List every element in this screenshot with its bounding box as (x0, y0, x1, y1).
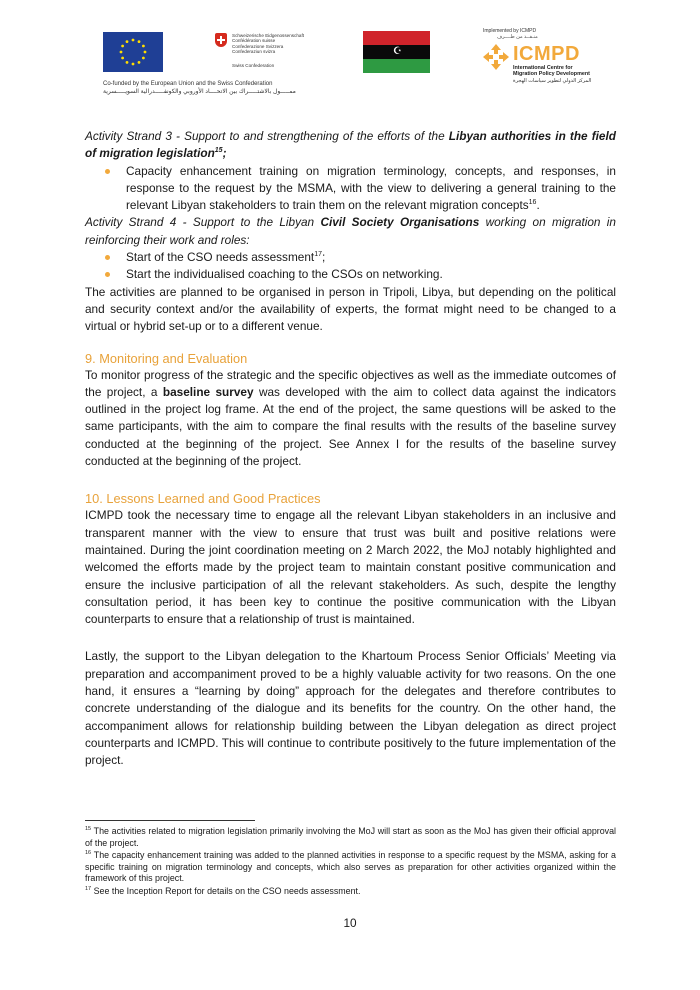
swiss-confederation-label: Swiss Confederation (232, 63, 275, 68)
crescent-star-icon: ☪ (393, 45, 402, 57)
icmpd-full-line: International Centre for (513, 65, 573, 71)
section-10-paragraph-2: Lastly, the support to the Libyan delegation to the Khartoum Process Senior Officials’ Meeting via preparation and accompaniment proved to be a highly valuable activity for two reasons. On the one hand, it ensures a “learning by doing” approach for the delegates and therefore contributes to concrete understanding of the dialogue and its benefits for the country. On the other hand, the accompaniment allows for relationship building between the Libyan delegation as direct project counterparts and ICMPD. This will continue to contribute positively to the future implementation of the project. (85, 649, 616, 768)
section-9-paragraph (85, 367, 616, 471)
icmpd-logo (483, 28, 623, 84)
swiss-names (232, 33, 304, 54)
footnote-ref-17[interactable]: 17 (314, 251, 322, 259)
implemented-by-label: Implemented by ICMPD (483, 28, 537, 34)
strand3-list (85, 163, 616, 215)
footnote-text: The activities related to migration legislation primarily involving the MoJ will start as soon as the MoJ has given their official approval of the project. (85, 826, 616, 848)
footnote-number: 17 (85, 885, 92, 892)
icmpd-arrows-icon (483, 44, 509, 75)
footnote-16 (85, 850, 616, 885)
swiss-cross-icon (215, 33, 227, 47)
cofunded-arabic: ممـــــول بالاشتـــــراك بين الاتحــــاد الأوروبي والكونفـــــدرالية السويـــــسرية (103, 89, 296, 95)
strand4-bullet-tail: ; (321, 250, 326, 265)
strand3-lead: Activity Strand 3 - Support to and strengthening of the efforts of the (85, 129, 449, 143)
strand4-lead: Activity Strand 4 - Support to the Libyan (85, 215, 321, 230)
list-item (85, 163, 616, 215)
strand4-list (85, 249, 616, 284)
cofunded-english: Co-funded by the European Union and the Swiss Confederation (103, 81, 273, 87)
icmpd-wordmark: ICMPD (513, 43, 580, 65)
section-9-bold: baseline survey (162, 384, 254, 399)
footnote-15 (85, 826, 616, 849)
bullet-icon (105, 169, 110, 174)
list-item (85, 266, 616, 283)
cofunded-caption (103, 80, 296, 96)
eu-flag-logo (103, 32, 163, 72)
strand4-bold: Civil Society Organisations (320, 215, 480, 230)
strand3-heading (85, 128, 616, 163)
footnote-text: The capacity enhancement training was added to the planned activities in response to a specific request by the MSMA, asking for a specific training on migration terminology and concepts, which also serves as preparation for other activities organized within the framework of this project. (85, 850, 616, 884)
icmpd-full-name (513, 65, 590, 77)
footnotes (85, 826, 616, 899)
icmpd-full-line: Migration Policy Development (513, 71, 590, 78)
footnote-ref-15[interactable]: 15 (214, 147, 223, 155)
footnote-ref-16[interactable]: 16 (528, 199, 537, 207)
activities-paragraph: The activities are planned to be organised in person in Tripoli, Libya, but depending on the political and security context and/or the availability of experts, the format might need to be changed to a virtual or hybrid set-up or to a different venue. (85, 284, 616, 334)
swiss-name-line: Schweizerische Eidgenossenschaft (232, 33, 305, 38)
strand3-tail: ; (222, 146, 227, 161)
implemented-by-arabic: منـفــذ من طــــرف (497, 34, 538, 40)
swiss-name-line: Confédération suisse (232, 38, 276, 44)
footnote-17 (85, 886, 616, 898)
strand4-heading (85, 214, 616, 249)
swiss-name-line: Confederaziun svizra (232, 48, 276, 54)
list-item (85, 249, 616, 266)
strand4-tail: working on migration in reinforcing their work and roles: (85, 215, 616, 247)
section-9-pre: To monitor progress of the strategic and the specific objectives as well as the immediate outcomes of the project, a (85, 367, 616, 399)
section-10-paragraph-1: ICMPD took the necessary time to engage all the relevant Libyan stakeholders in an inclusive and transparent manner with the view to ensure that trust was built and positive relations were maintained. During the joint coordination meeting on 2 March 2022, the MoJ notably highlighted and welcomed the efforts made by the project team to maintain constant positive communication and ensure the inclusive participation of all the relevant stakeholders. As such, despite the lengthy consultation period, it has been key to continue the positive communication with the Libyan counterparts to ensure that a relationship of trust is maintained. (85, 508, 616, 627)
footnote-number: 16 (85, 850, 92, 857)
section-9-heading: 9. Monitoring and Evaluation (85, 350, 248, 366)
strand4-bullet-text: Start of the CSO needs assessment (126, 250, 315, 265)
strand3-bullet-text: Capacity enhancement training on migration terminology, concepts, and responses, in response to the request by the MSMA, with the view to delivering a general training to the relevant Libyan stakeholders to train them on the relevant migration concepts (126, 163, 616, 213)
bullet-icon (105, 255, 110, 260)
bullet-icon (105, 272, 110, 277)
footnote-separator (85, 820, 255, 821)
main-content (85, 128, 616, 770)
header-logos (100, 28, 620, 108)
page-number: 10 (343, 916, 357, 930)
swiss-name-line: Confederazione Svizzera (232, 43, 284, 49)
section-9-post: was developed with the aim to collect data against the indicators outlined in the project log frame. At the end of the project, the same questions will be asked to the same participants, with the aim to compare the final results with the results of the baseline survey conducted at the beginning of the project. See Annex I for the results of the baseline survey conducted at the beginning of the project. (85, 384, 617, 469)
footnote-number: 15 (85, 826, 92, 832)
footnote-text: See the Inception Report for details on the CSO needs assessment. (93, 885, 361, 896)
libya-flag-logo (363, 31, 430, 73)
icmpd-arabic-name: المركز الدولي لتطوير سياسات الهجرة (513, 78, 592, 84)
strand3-bold: Libyan authorities in the field of migration legislation (85, 129, 616, 161)
strand3-bullet-tail: . (536, 198, 540, 213)
section-10-heading: 10. Lessons Learned and Good Practices (85, 491, 321, 507)
strand4-bullet-text: Start the individualised coaching to the CSOs on networking. (126, 267, 443, 282)
